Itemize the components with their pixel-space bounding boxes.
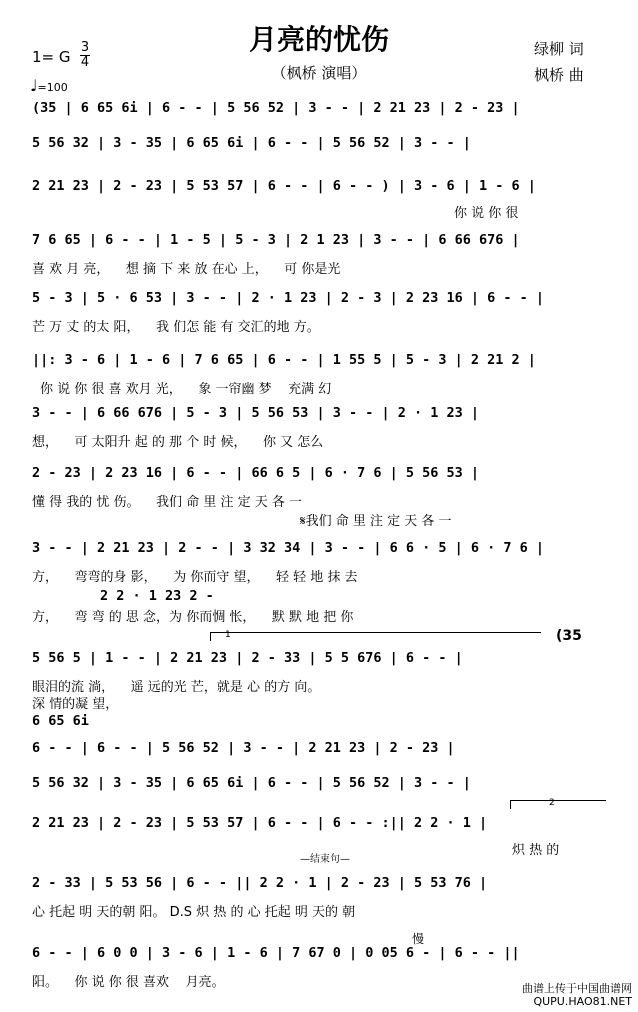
score-line-lyrics: 你 说 你 很 喜 欢月 光， 象 一帘幽 梦 充满 幻 — [40, 382, 332, 397]
score-line-notes: 6 - - | 6 0 0 | 3 - 6 | 1 - 6 | 7 67 0 | 0 05 6 - | 6 - - || — [32, 945, 520, 961]
score-line-lyrics: 𝄋我们 命 里 注 定 天 各 一 — [300, 514, 452, 529]
score-line-notes: 7 6 65 | 6 - - | 1 - 5 | 5 - 3 | 2 1 23 | 3 - - | 6 66 676 | — [32, 232, 520, 248]
key-signature: 1= G — [32, 48, 71, 66]
time-signature — [80, 41, 90, 70]
footer-watermark — [522, 982, 632, 1008]
score-line-notes: 5 - 3 | 5 · 6 53 | 3 - - | 2 · 1 23 | 2 - 3 | 2 23 16 | 6 - - | — [32, 290, 545, 306]
score-line-lyrics: 芒 万 丈 的太 阳， 我 们怎 能 有 交汇的地 方。 — [32, 320, 320, 335]
footer-line2: QUPU.HAO81.NET — [533, 995, 632, 1008]
score-line-lyrics: 深 情的凝 望， — [32, 697, 119, 712]
score-line-lyrics: 炽 热 的 — [512, 843, 560, 858]
score-line-notes: 2 2 · 1 23 2 - — [100, 588, 214, 604]
score-line-lyrics: 阳。 你 说 你 很 喜欢 月亮。 — [32, 975, 225, 990]
score-line-lyrics: 眼泪的流 淌， 遥 远的光 芒，就是 心 的方 向。 — [32, 680, 321, 695]
score-line-lyrics: 想， 可 太阳升 起 的 那 个 时 候， 你 又 怎么 — [32, 435, 324, 450]
score-line-lyrics: 你 说 你 很 — [454, 206, 519, 221]
score-line-notes: ||: 3 - 6 | 1 - 6 | 7 6 65 | 6 - - | 1 55 5 | 5 - 3 | 2 21 2 | — [32, 352, 536, 368]
score-line-lyrics: 心 托起 明 天的朝 阳。 D.S 炽 热 的 心 托起 明 天的 朝 — [32, 905, 356, 920]
quarter-note-icon: ♩ — [30, 76, 38, 95]
score-line-lyrics: 方， 弯弯的身 影， 为 你而守 望， 轻 轻 地 抹 去 — [32, 570, 358, 585]
score-line-notes: (35 | 6 65 6i | 6 - - | 5 56 52 | 3 - - | 2 21 23 | 2 - 23 | — [32, 100, 520, 116]
score-line-notes: 2 - 33 | 5 53 56 | 6 - - || 2 2 · 1 | 2 - 23 | 5 53 76 | — [32, 875, 488, 891]
score-line-notes: 2 21 23 | 2 - 23 | 5 53 57 | 6 - - | 6 - - ) | 3 - 6 | 1 - 6 | — [32, 178, 536, 194]
slow-mark: 慢 — [412, 932, 425, 946]
page-title: 月亮的忧伤 — [248, 23, 389, 56]
volta-2-bracket: 2 — [510, 800, 606, 809]
score-line-notes: 5 56 5 | 1 - - | 2 21 23 | 2 - 33 | 5 5 676 | 6 - - | — [32, 650, 463, 666]
score-line-lyrics: 喜 欢 月 亮， 想 摘 下 来 放 在心 上， 可 你是光 — [32, 262, 341, 277]
composer: 枫桥 曲 — [534, 66, 584, 84]
time-top: 3 — [80, 40, 90, 55]
lyricist: 绿柳 词 — [534, 40, 584, 58]
score-line-notes: 3 - - | 6 66 676 | 5 - 3 | 5 56 53 | 3 - - | 2 · 1 23 | — [32, 405, 480, 421]
volta-1-bracket: 1 — [210, 632, 541, 641]
time-bottom: 4 — [80, 55, 90, 70]
score-line-notes: 2 - 23 | 2 23 16 | 6 - - | 66 6 5 | 6 · 7 6 | 5 56 53 | — [32, 465, 480, 481]
score-line-lyrics: 懂 得 我的 忧 伤。 我们 命 里 注 定 天 各 一 — [32, 495, 302, 510]
score-line-notes: 2 21 23 | 2 - 23 | 5 53 57 | 6 - - | 6 - - :|| 2 2 · 1 | — [32, 815, 488, 831]
end-phrase-mark: —结束句— — [300, 854, 350, 865]
intro-cue: (35 — [556, 628, 582, 644]
score-line-notes: 5 56 32 | 3 - 35 | 6 65 6i | 6 - - | 5 56 52 | 3 - - | — [32, 135, 471, 151]
page-subtitle: （枫桥 演唱） — [271, 64, 367, 82]
score-line-notes: 5 56 32 | 3 - 35 | 6 65 6i | 6 - - | 5 56 52 | 3 - - | — [32, 775, 471, 791]
score-line-lyrics: 方， 弯 弯 的 思 念，为 你而惆 怅， 默 默 地 把 你 — [32, 610, 354, 625]
score-line-notes: 6 65 6i — [32, 713, 89, 729]
footer-line1: 曲谱上传于中国曲谱网 — [522, 982, 632, 995]
score-line-notes: 6 - - | 6 - - | 5 56 52 | 3 - - | 2 21 23 | 2 - 23 | — [32, 740, 455, 756]
tempo-mark: ♩=100 — [30, 76, 68, 95]
score-line-notes: 3 - - | 2 21 23 | 2 - - | 3 32 34 | 3 - - | 6 6 · 5 | 6 · 7 6 | — [32, 540, 545, 556]
